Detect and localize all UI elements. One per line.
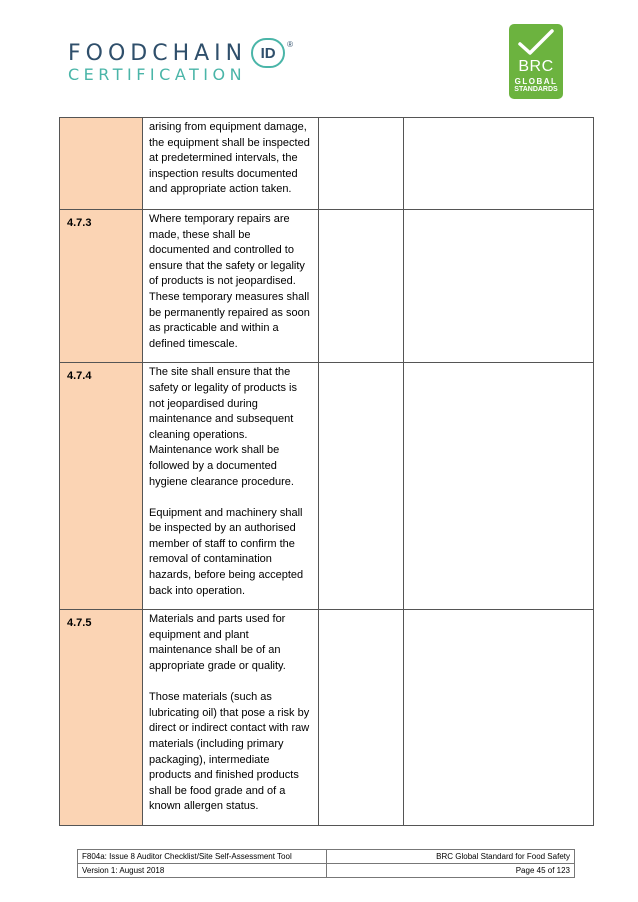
logo-word-foodchain: FOODCHAIN (68, 40, 248, 66)
registered-mark: ® (287, 40, 294, 49)
table-row (60, 210, 594, 363)
requirement-cell (143, 118, 319, 210)
conformity-cell[interactable] (319, 610, 404, 826)
page-footer (77, 849, 575, 878)
comments-cell[interactable] (404, 210, 594, 363)
conformity-cell[interactable] (319, 363, 404, 610)
footer-version: Version 1: August 2018 (78, 864, 327, 878)
brc-logo-line3: STANDARDS (514, 86, 558, 93)
foodchain-id-logo (68, 38, 298, 88)
brc-logo-line2: GLOBAL (514, 77, 558, 86)
table-row (60, 118, 594, 210)
requirement-paragraph: arising from equipment damage, the equipment shall be inspected at predetermined intervals, the inspection results documented and appropriate action taken. (149, 121, 310, 196)
requirement-paragraph: Equipment and machinery shall be inspected by an authorised member of staff to confirm the removal of contamination hazards, before being accepted back into operation. (149, 506, 304, 597)
logo-word-certification: CERTIFICATION (68, 65, 247, 84)
checklist-table (59, 117, 594, 826)
footer-standard-name: BRC Global Standard for Food Safety (327, 850, 575, 864)
requirement-cell (143, 610, 319, 826)
comments-cell[interactable] (404, 363, 594, 610)
requirement-paragraph: Those materials (such as lubricating oil) that pose a risk by direct or indirect contact with raw materials (including primary packaging), intermediate products and finished products shall be food grade and of a known allergen status. (149, 691, 310, 813)
table-row (60, 363, 594, 610)
brc-logo-line1: BRC (518, 58, 554, 75)
requirement-paragraph: Materials and parts used for equipment and plant maintenance shall be of an appropriate grade or quality. (149, 613, 286, 673)
conformity-cell[interactable] (319, 118, 404, 210)
clause-ref-cell: 4.7.4 (60, 363, 143, 610)
requirement-paragraph: Where temporary repairs are made, these shall be documented and controlled to ensure that the safety or legality of products is not jeopardised. These temporary measures shall be permanently repaired as soon as practicable and within a defined timescale. (149, 213, 310, 350)
brc-global-standards-logo (509, 24, 563, 99)
requirement-cell (143, 363, 319, 610)
conformity-cell[interactable] (319, 210, 404, 363)
logo-id-mark: ID (251, 38, 285, 68)
requirement-paragraph: The site shall ensure that the safety or legality of products is not jeopardised during maintenance and subsequent cleaning operations. Maintenance work shall be followed by a documented hygiene clearance procedure. (149, 366, 297, 488)
checkmark-icon (517, 28, 555, 58)
table-row (60, 610, 594, 826)
comments-cell[interactable] (404, 610, 594, 826)
clause-ref-cell: 4.7.5 (60, 610, 143, 826)
clause-ref-cell (60, 118, 143, 210)
requirement-cell (143, 210, 319, 363)
clause-ref-cell: 4.7.3 (60, 210, 143, 363)
footer-page-number: Page 45 of 123 (327, 864, 575, 878)
footer-document-title: F804a: Issue 8 Auditor Checklist/Site Self-Assessment Tool (78, 850, 327, 864)
comments-cell[interactable] (404, 118, 594, 210)
